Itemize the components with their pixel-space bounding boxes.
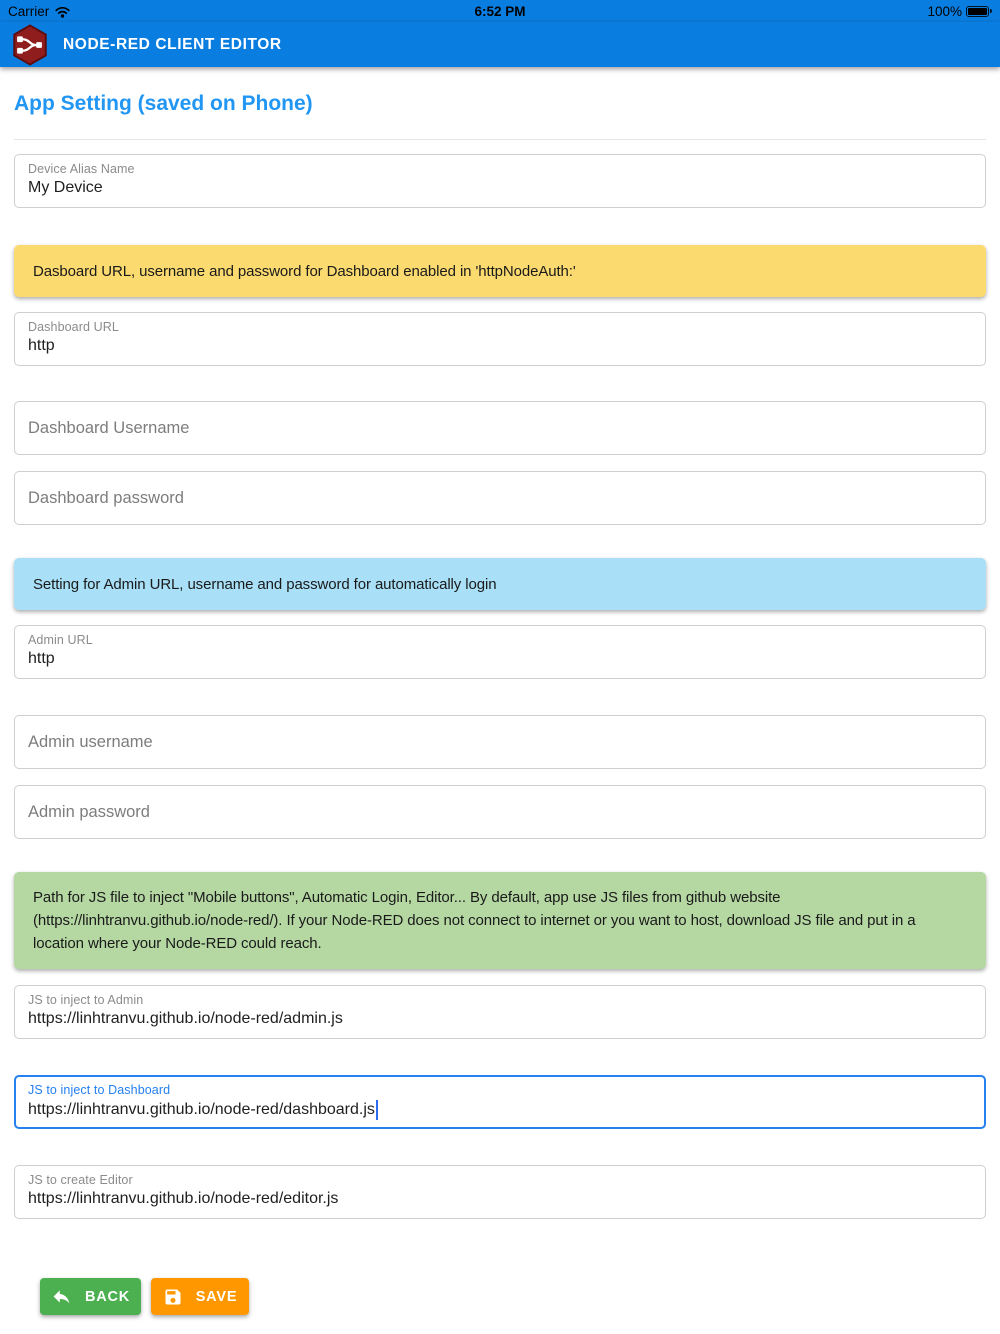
save-button-label: SAVE: [195, 1288, 238, 1305]
device-alias-input[interactable]: [28, 179, 972, 197]
js-editor-label: JS to create Editor: [28, 1173, 133, 1187]
admin-url-input[interactable]: [28, 650, 972, 668]
status-time: 6:52 PM: [474, 3, 526, 19]
js-admin-input[interactable]: [28, 1010, 972, 1028]
heading-divider: [14, 139, 986, 140]
admin-login-alert: [14, 558, 986, 610]
admin-url-field[interactable]: [14, 625, 986, 679]
back-button-label: BACK: [84, 1288, 131, 1305]
text-caret: [376, 1100, 378, 1120]
settings-page: [0, 92, 1000, 1315]
js-editor-field[interactable]: [14, 1165, 986, 1219]
js-admin-field[interactable]: [14, 985, 986, 1039]
battery-percent-label: 100%: [927, 3, 962, 19]
device-alias-field[interactable]: [14, 154, 986, 208]
admin-username-field[interactable]: [14, 715, 986, 769]
save-button[interactable]: [151, 1278, 249, 1315]
admin-url-label: Admin URL: [28, 633, 93, 647]
dashboard-password-field[interactable]: [14, 471, 986, 525]
dashboard-auth-alert-text: Dasboard URL, username and password for Dashboard enabled in 'httpNodeAuth:': [33, 262, 576, 280]
js-path-alert: [14, 872, 986, 969]
wifi-icon: [54, 5, 71, 18]
app-header: [0, 22, 1000, 67]
js-path-alert-text: Path for JS file to inject "Mobile buttons", Automatic Login, Editor... By default, app use JS files from github website (https://linhtranvu.github.io/node-red/). If your Node-RED does not connect to internet or you want to host, download JS file and put in a location where your Node-RED could reach.: [33, 889, 916, 952]
save-floppy-icon: [163, 1287, 183, 1307]
dashboard-url-label: Dashboard URL: [28, 320, 119, 334]
back-arrow-icon: [51, 1286, 72, 1307]
carrier-label: Carrier: [8, 3, 50, 19]
dashboard-url-input[interactable]: [28, 337, 972, 355]
admin-login-alert-text: Setting for Admin URL, username and password for automatically login: [33, 575, 497, 593]
dashboard-password-input[interactable]: [28, 489, 972, 508]
dashboard-url-field[interactable]: [14, 312, 986, 366]
node-red-logo-icon: [10, 24, 50, 66]
device-alias-label: Device Alias Name: [28, 162, 135, 176]
action-buttons: [40, 1278, 986, 1315]
app-title: NODE-RED CLIENT EDITOR: [63, 35, 282, 53]
admin-password-input[interactable]: [28, 803, 972, 822]
js-admin-label: JS to inject to Admin: [28, 993, 144, 1007]
js-editor-input[interactable]: [28, 1190, 972, 1208]
js-dashboard-input[interactable]: [28, 1100, 972, 1120]
admin-username-input[interactable]: [28, 733, 972, 752]
js-dashboard-value: https://linhtranvu.github.io/node-red/dashboard.js: [28, 1101, 375, 1118]
battery-icon: [966, 6, 992, 17]
dashboard-username-field[interactable]: [14, 401, 986, 455]
js-dashboard-field[interactable]: [14, 1075, 986, 1129]
dashboard-username-input[interactable]: [28, 419, 972, 438]
page-title: App Setting (saved on Phone): [14, 92, 313, 115]
back-button[interactable]: [40, 1278, 141, 1315]
status-bar: [0, 0, 1000, 22]
admin-password-field[interactable]: [14, 785, 986, 839]
dashboard-auth-alert: [14, 245, 986, 297]
js-dashboard-label: JS to inject to Dashboard: [28, 1083, 171, 1097]
